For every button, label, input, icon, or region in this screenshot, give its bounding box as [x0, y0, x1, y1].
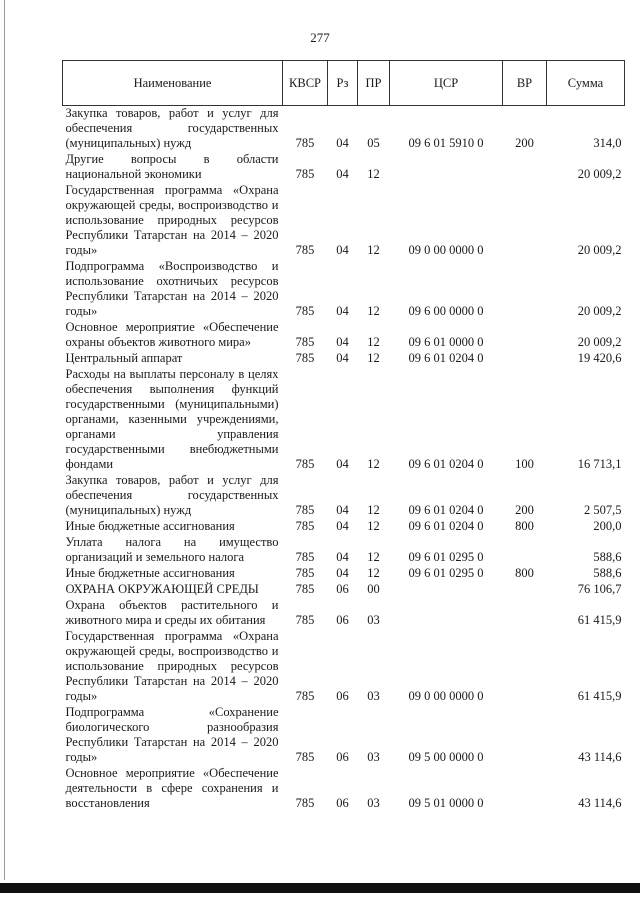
cell-name: Иные бюджетные ассигнования: [65, 519, 235, 533]
cell-name: Другие вопросы в области национальной экономики: [65, 152, 279, 181]
table-row: [63, 106, 625, 153]
cell-vr: [503, 535, 547, 566]
cell-csr: 09 0 00 0000 0: [408, 689, 484, 703]
cell-kvsr: 785: [295, 351, 315, 365]
cell-sum: 20 009,2: [577, 335, 622, 349]
cell-sum: 200,0: [593, 519, 622, 533]
cell-name: Охрана объектов растительного и животного мира и среды их обитания: [65, 598, 279, 627]
header-kvsr: КВСР: [283, 61, 328, 106]
cell-sum: 43 114,6: [578, 796, 622, 810]
cell-pr: 12: [367, 243, 380, 257]
cell-csr: 09 6 01 0000 0: [408, 335, 484, 349]
table-row: [63, 566, 625, 582]
cell-kvsr: 785: [295, 503, 315, 517]
cell-name: Государственная программа «Охрана окружающей среды, воспроизводство и использование природных ресурсов Республики Татарстан на 2014 – 2020 годы»: [65, 629, 279, 703]
cell-vr: 200: [515, 136, 534, 150]
cell-vr: 200: [515, 503, 534, 517]
cell-pr: 12: [367, 335, 380, 349]
cell-vr: [503, 629, 547, 705]
cell-pr: 00: [367, 582, 380, 596]
cell-csr: 09 6 01 0204 0: [408, 351, 484, 365]
cell-kvsr: 785: [295, 304, 315, 318]
header-name: Наименование: [63, 61, 283, 106]
cell-sum: 43 114,6: [578, 750, 622, 764]
table-row: [63, 473, 625, 519]
cell-sum: 20 009,2: [577, 304, 622, 318]
cell-vr: [503, 351, 547, 367]
cell-pr: 03: [367, 796, 380, 810]
cell-rz: 06: [336, 613, 349, 627]
cell-sum: 20 009,2: [577, 167, 622, 181]
cell-rz: 04: [336, 136, 349, 150]
cell-csr: 09 5 01 0000 0: [408, 796, 484, 810]
cell-name: Расходы на выплаты персоналу в целях обеспечения выполнения функций государственными (муниципальными) органами, казенными учреждениями, органами управления государственными внебюджетными фондами: [65, 367, 279, 471]
cell-csr: 09 5 00 0000 0: [408, 750, 484, 764]
cell-pr: 12: [367, 566, 380, 580]
cell-rz: 06: [336, 796, 349, 810]
cell-kvsr: 785: [295, 582, 315, 596]
cell-vr: [503, 705, 547, 766]
cell-csr: [390, 582, 503, 598]
cell-pr: 12: [367, 503, 380, 517]
cell-pr: 12: [367, 519, 380, 533]
cell-name: Подпрограмма «Воспроизводство и использование охотничьих ресурсов Республики Татарстан на 2014 – 2020 годы»: [65, 259, 279, 318]
cell-rz: 06: [336, 750, 349, 764]
cell-rz: 06: [336, 689, 349, 703]
cell-kvsr: 785: [295, 167, 315, 181]
cell-csr: 09 6 00 0000 0: [408, 304, 484, 318]
cell-csr: [390, 152, 503, 183]
cell-sum: 19 420,6: [577, 351, 622, 365]
cell-vr: 100: [515, 457, 534, 471]
table-row: [63, 598, 625, 629]
cell-name: Иные бюджетные ассигнования: [65, 566, 235, 580]
table-row: [63, 152, 625, 183]
cell-rz: 06: [336, 582, 349, 596]
cell-vr: 800: [515, 519, 534, 533]
cell-kvsr: 785: [295, 550, 315, 564]
cell-rz: 04: [336, 335, 349, 349]
cell-pr: 12: [367, 304, 380, 318]
cell-name: Подпрограмма «Сохранение биологического разнообразия Республики Татарстан на 2014 – 2020 годы»: [65, 705, 279, 764]
table-row: [63, 519, 625, 535]
table-row: [63, 705, 625, 766]
cell-vr: [503, 598, 547, 629]
cell-kvsr: 785: [295, 750, 315, 764]
table-row: [63, 629, 625, 705]
cell-csr: 09 6 01 0204 0: [408, 503, 484, 517]
cell-name: Государственная программа «Охрана окружающей среды, воспроизводство и использование природных ресурсов Республики Татарстан на 2014 – 2020 годы»: [65, 183, 279, 257]
cell-pr: 05: [367, 136, 380, 150]
cell-sum: 20 009,2: [577, 243, 622, 257]
cell-csr: 09 6 01 0204 0: [408, 457, 484, 471]
header-csr: ЦСР: [390, 61, 503, 106]
cell-name: Основное мероприятие «Обеспечение деятельности в сфере сохранения и восстановления: [65, 766, 279, 810]
table-row: [63, 351, 625, 367]
cell-rz: 04: [336, 519, 349, 533]
cell-pr: 12: [367, 550, 380, 564]
cell-vr: [503, 766, 547, 812]
cell-vr: [503, 183, 547, 259]
cell-pr: 03: [367, 689, 380, 703]
cell-kvsr: 785: [295, 457, 315, 471]
cell-sum: 588,6: [593, 566, 622, 580]
cell-sum: 16 713,1: [577, 457, 622, 471]
page-number: 277: [310, 30, 330, 45]
scan-bottom-bar: [0, 883, 640, 893]
cell-csr: [390, 598, 503, 629]
cell-rz: 04: [336, 503, 349, 517]
cell-vr: 800: [515, 566, 534, 580]
scan-edge-line: [4, 0, 5, 880]
cell-sum: 61 415,9: [577, 613, 622, 627]
cell-name: Закупка товаров, работ и услуг для обеспечения государственных (муниципальных) нужд: [65, 106, 279, 150]
cell-pr: 03: [367, 750, 380, 764]
cell-pr: 03: [367, 613, 380, 627]
cell-kvsr: 785: [295, 243, 315, 257]
cell-kvsr: 785: [295, 335, 315, 349]
cell-rz: 04: [336, 566, 349, 580]
cell-csr: 09 0 00 0000 0: [408, 243, 484, 257]
table-row: [63, 582, 625, 598]
cell-rz: 04: [336, 243, 349, 257]
cell-sum: 76 106,7: [577, 582, 622, 596]
table-row: [63, 183, 625, 259]
cell-sum: 2 507,5: [584, 503, 622, 517]
cell-vr: [503, 152, 547, 183]
cell-csr: 09 6 01 0295 0: [408, 566, 484, 580]
cell-vr: [503, 259, 547, 320]
cell-pr: 12: [367, 167, 380, 181]
table-body: [63, 106, 625, 813]
cell-kvsr: 785: [295, 613, 315, 627]
cell-kvsr: 785: [295, 519, 315, 533]
cell-rz: 04: [336, 304, 349, 318]
table-row: [63, 367, 625, 473]
cell-sum: 61 415,9: [577, 689, 622, 703]
cell-kvsr: 785: [295, 796, 315, 810]
cell-pr: 12: [367, 457, 380, 471]
header-pr: ПР: [358, 61, 390, 106]
table-row: [63, 535, 625, 566]
table-row: [63, 766, 625, 812]
cell-rz: 04: [336, 167, 349, 181]
cell-rz: 04: [336, 457, 349, 471]
cell-rz: 04: [336, 550, 349, 564]
cell-rz: 04: [336, 351, 349, 365]
cell-kvsr: 785: [295, 566, 315, 580]
cell-name: Уплата налога на имущество организаций и земельного налога: [65, 535, 279, 564]
cell-name: Закупка товаров, работ и услуг для обеспечения государственных (муниципальных) нужд: [65, 473, 279, 517]
header-sum: Сумма: [547, 61, 625, 106]
cell-name: ОХРАНА ОКРУЖАЮЩЕЙ СРЕДЫ: [65, 582, 259, 596]
cell-sum: 314,0: [593, 136, 622, 150]
table-header: [63, 61, 625, 106]
cell-kvsr: 785: [295, 136, 315, 150]
cell-vr: [503, 320, 547, 351]
cell-name: Основное мероприятие «Обеспечение охраны объектов животного мира»: [65, 320, 279, 349]
cell-csr: 09 6 01 0204 0: [408, 519, 484, 533]
cell-kvsr: 785: [295, 689, 315, 703]
budget-table: [62, 60, 625, 812]
cell-name: Центральный аппарат: [65, 351, 183, 365]
cell-csr: 09 6 01 0295 0: [408, 550, 484, 564]
cell-sum: 588,6: [593, 550, 622, 564]
header-rz: Рз: [328, 61, 358, 106]
header-vr: ВР: [503, 61, 547, 106]
table-row: [63, 320, 625, 351]
cell-vr: [503, 582, 547, 598]
cell-csr: 09 6 01 5910 0: [408, 136, 484, 150]
cell-pr: 12: [367, 351, 380, 365]
table-row: [63, 259, 625, 320]
